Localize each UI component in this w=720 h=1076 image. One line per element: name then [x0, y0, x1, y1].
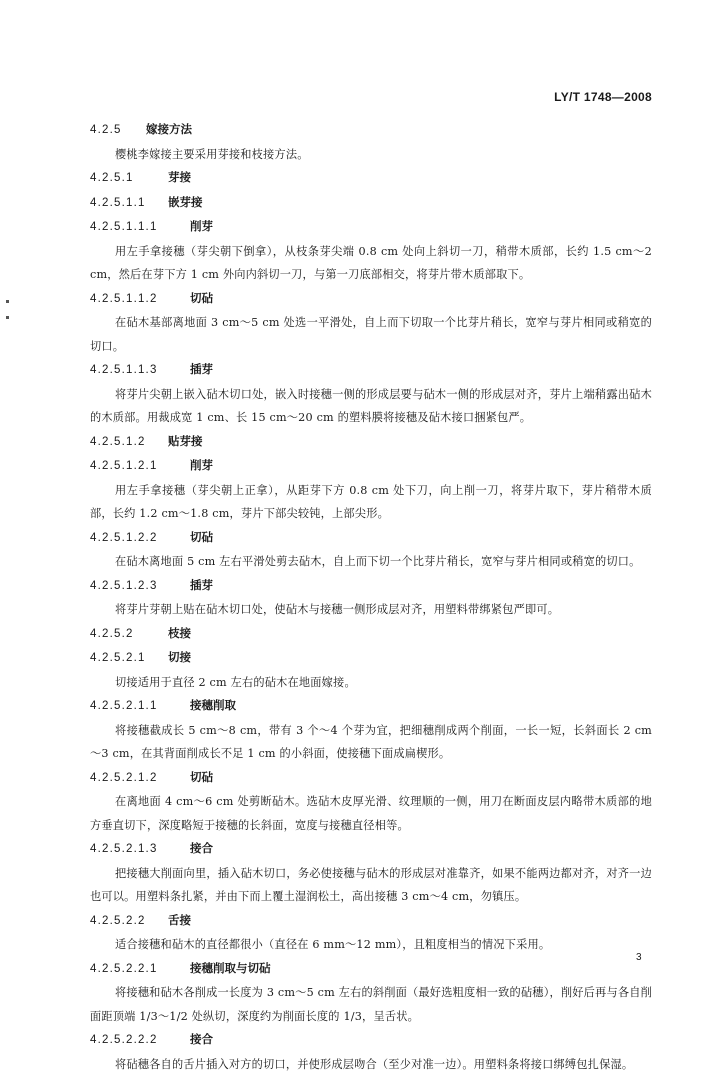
- section-title: 舌接: [168, 913, 191, 927]
- section-number: 4.2.5.2.2: [90, 910, 168, 934]
- section-heading: [90, 909, 652, 934]
- section-heading: [90, 358, 652, 383]
- section-number: 4.2.5.1.1: [90, 192, 168, 216]
- body-paragraph: 在离地面 4 cm～6 cm 处剪断砧木。选砧木皮厚光滑、纹理顺的一侧，用刀在断面皮层内略带木质部的地方垂直切下，深度略短于接穗的长斜面，宽度与接穗直径相等。: [90, 790, 652, 837]
- section-heading: [90, 694, 652, 719]
- section-heading: [90, 957, 652, 982]
- section-heading: [90, 166, 652, 191]
- section-title: 嵌芽接: [168, 195, 203, 209]
- section-title: 贴芽接: [168, 434, 203, 448]
- section-heading: [90, 574, 652, 599]
- body-paragraph: 适合接穗和砧木的直径都很小（直径在 6 mm～12 mm），且粗度相当的情况下采用。: [90, 933, 652, 957]
- section-title: 接合: [190, 841, 213, 855]
- section-title: 芽接: [168, 170, 191, 184]
- section-title: 切砧: [190, 530, 213, 544]
- section-title: 枝接: [168, 626, 191, 640]
- section-number: 4.2.5.1.2.3: [90, 575, 190, 599]
- body-paragraph: 切接适用于直径 2 cm 左右的砧木在地面嫁接。: [90, 671, 652, 695]
- section-heading: [90, 526, 652, 551]
- section-title: 插芽: [190, 578, 213, 592]
- section-number: 4.2.5.1.1.1: [90, 216, 190, 240]
- section-number: 4.2.5.2.2.1: [90, 958, 190, 982]
- document-body: [90, 118, 652, 1076]
- section-heading: [90, 215, 652, 240]
- section-heading: [90, 287, 652, 312]
- section-heading: [90, 766, 652, 791]
- section-title: 嫁接方法: [146, 122, 192, 136]
- section-number: 4.2.5.1.2: [90, 431, 168, 455]
- section-title: 插芽: [190, 362, 213, 376]
- section-heading: [90, 191, 652, 216]
- section-title: 切砧: [190, 291, 213, 305]
- body-paragraph: 在砧木基部离地面 3 cm～5 cm 处选一平滑处，自上而下切取一个比芽片稍长，宽窄与芽片相同或稍宽的切口。: [90, 311, 652, 358]
- section-number: 4.2.5.1.1.2: [90, 288, 190, 312]
- section-heading: [90, 430, 652, 455]
- section-number: 4.2.5.1: [90, 167, 168, 191]
- section-title: 削芽: [190, 458, 213, 472]
- section-number: 4.2.5.2.1: [90, 647, 168, 671]
- section-number: 4.2.5.2: [90, 623, 168, 647]
- body-paragraph: 樱桃李嫁接主要采用芽接和枝接方法。: [90, 143, 652, 167]
- section-title: 接合: [190, 1032, 213, 1046]
- section-heading: [90, 1028, 652, 1053]
- section-heading: [90, 622, 652, 647]
- body-paragraph: 将接穗和砧木各削成一长度为 3 cm～5 cm 左右的斜削面（最好选粗度相一致的砧穗），削好后再与各自削面距顶端 1/3～1/2 处纵切，深度约为削面长度的 1/3，呈舌状。: [90, 981, 652, 1028]
- body-paragraph: 将砧穗各自的舌片插入对方的切口，并使形成层吻合（至少对准一边）。用塑料条将接口绑缚包扎保湿。: [90, 1053, 652, 1076]
- section-title: 接穗削取与切砧: [190, 961, 271, 975]
- section-number: 4.2.5.2.1.1: [90, 695, 190, 719]
- page-number: 3: [636, 952, 642, 963]
- body-paragraph: 将接穗截成长 5 cm～8 cm，带有 3 个～4 个芽为宜，把细穗削成两个削面，一长一短，长斜面长 2 cm～3 cm，在其背面削成长不足 1 cm 的小斜面，使接穗下面成扁楔形。: [90, 719, 652, 766]
- section-number: 4.2.5.2.1.3: [90, 838, 190, 862]
- body-paragraph: 把接穗大削面向里，插入砧木切口，务必使接穗与砧木的形成层对准靠齐，如果不能两边都对齐，对齐一边也可以。用塑料条扎紧，并由下而上覆土湿润松土，高出接穗 3 cm～4 cm，勿镇压。: [90, 862, 652, 909]
- section-title: 切砧: [190, 770, 213, 784]
- section-heading: [90, 837, 652, 862]
- section-number: 4.2.5.1.1.3: [90, 359, 190, 383]
- body-paragraph: 将芽片芽朝上贴在砧木切口处，使砧木与接穗一侧形成层对齐，用塑料带绑紧包严即可。: [90, 598, 652, 622]
- body-paragraph: 在砧木离地面 5 cm 左右平滑处剪去砧木，自上而下切一个比芽片稍长，宽窄与芽片相同或稍宽的切口。: [90, 550, 652, 574]
- document-code: LY/T 1748—2008: [554, 90, 652, 104]
- section-number: 4.2.5: [90, 119, 146, 143]
- body-paragraph: 用左手拿接穗（芽尖朝上正拿），从距芽下方 0.8 cm 处下刀，向上削一刀，将芽片取下，芽片稍带木质部，长约 1.2 cm～1.8 cm，芽片下部尖较钝，上部尖形。: [90, 479, 652, 526]
- section-title: 切接: [168, 650, 191, 664]
- section-number: 4.2.5.2.2.2: [90, 1029, 190, 1053]
- body-paragraph: 将芽片尖朝上嵌入砧木切口处，嵌入时接穗一侧的形成层要与砧木一侧的形成层对齐，芽片上端稍露出砧木的木质部。用裁成宽 1 cm、长 15 cm～20 cm 的塑料膜将接穗及砧木接口捆紧包严。: [90, 383, 652, 430]
- scan-mark: [6, 316, 9, 319]
- section-heading: [90, 118, 652, 143]
- section-title: 削芽: [190, 219, 213, 233]
- section-heading: [90, 646, 652, 671]
- section-title: 接穗削取: [190, 698, 236, 712]
- section-number: 4.2.5.1.2.1: [90, 455, 190, 479]
- body-paragraph: 用左手拿接穗（芽尖朝下倒拿），从枝条芽尖端 0.8 cm 处向上斜切一刀，稍带木质部，长约 1.5 cm～2 cm，然后在芽下方 1 cm 外向内斜切一刀，与第一刀底部相交，将芽片带木质部取下。: [90, 240, 652, 287]
- scan-mark: [6, 300, 9, 303]
- section-number: 4.2.5.2.1.2: [90, 767, 190, 791]
- section-number: 4.2.5.1.2.2: [90, 527, 190, 551]
- section-heading: [90, 454, 652, 479]
